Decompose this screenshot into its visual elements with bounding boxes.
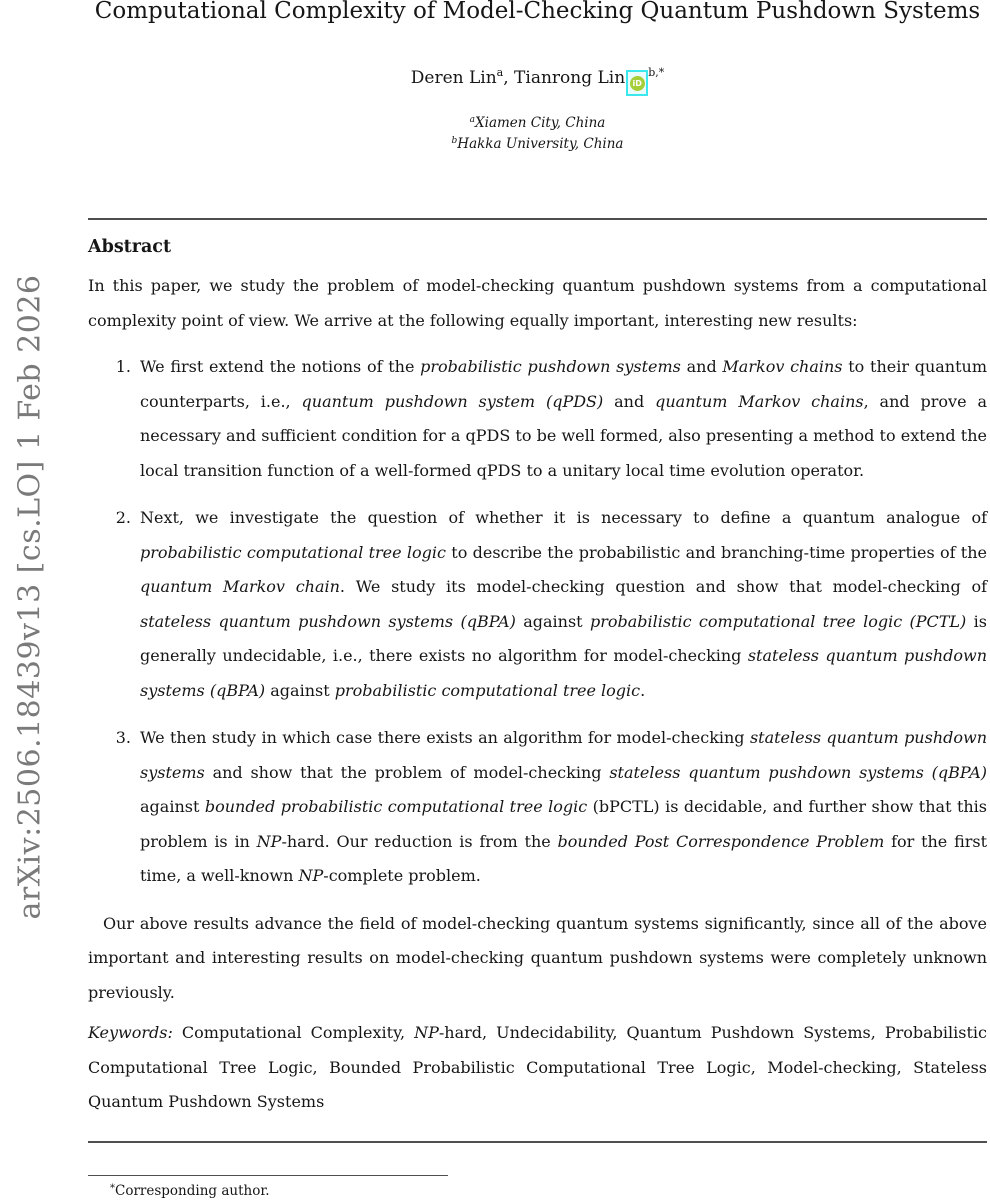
affiliation-2-text: Hakka University, China: [457, 135, 624, 152]
list-item-1-number: 1.: [115, 357, 131, 376]
affiliation-1-mark: a: [469, 115, 476, 125]
list-item-2-number: 2.: [115, 508, 131, 527]
abstract-intro-paragraph: In this paper, we study the problem of model-checking quantum pushdown systems from a computational complexity point of view. We arrive at the following equally important, interesting new results:: [88, 276, 987, 330]
author-2-affiliation-mark: b,*: [648, 66, 665, 79]
footnote-area: [88, 1175, 987, 1200]
orcid-link[interactable]: [626, 70, 648, 96]
list-item-1-text: We first extend the notions of the probabilistic pushdown systems and Markov chains to their quantum counterparts, i.e., quantum pushdown system (qPDS) and quantum Markov chains, and prove a necessary and sufficient condition for a qPDS to be well formed, also presenting a method to extend the local transition function of a well-formed qPDS to a unitary local time evolution operator.: [140, 357, 988, 480]
list-item-2-text: Next, we investigate the question of whether it is necessary to define a quantum analogue of probabilistic computational tree logic to describe the probabilistic and branching-time properties of the quantum Markov chain. We study its model-checking question and show that model-checking of stateless quantum pushdown systems (qBPA) against probabilistic computational tree logic (PCTL) is generally undecidable, i.e., there exists no algorithm for model-checking stateless quantum pushdown systems (qBPA) against probabilistic computational tree logic.: [140, 508, 987, 700]
affiliation-2-mark: b: [451, 135, 458, 146]
list-item-2: [88, 501, 987, 708]
corresponding-author-footnote: [88, 1180, 987, 1200]
keywords-paragraph: Keywords: Computational Complexity, NP-hard, Undecidability, Quantum Pushdown Systems, Probabilistic Computational Tree Logic, Bounded Probabilistic Computational Tree Logic, Model-checking, Stateless Quantum Pushdown Systems: [88, 1023, 988, 1111]
list-item-1: [88, 350, 987, 488]
affiliation-2: [88, 133, 987, 154]
author-name-2: Tianrong Lin: [514, 68, 626, 88]
affiliation-list: [88, 112, 987, 153]
author-line: [88, 61, 987, 96]
orcid-icon-label: iD: [632, 79, 642, 88]
affiliation-1-text: Xiamen City, China: [475, 115, 606, 131]
abstract-heading: Abstract: [88, 237, 172, 257]
footnote-marker: *: [110, 1183, 115, 1194]
paper-title: Computational Complexity of Model-Checking Quantum Pushdown Systems: [94, 0, 981, 24]
orcid-icon: [630, 76, 645, 91]
abstract-top-rule: [88, 218, 987, 220]
abstract-results-list: [88, 350, 987, 894]
abstract-closing-paragraph: Our above results advance the field of model-checking quantum systems significantly, since all of the above important and interesting results on model-checking quantum pushdown systems were completely unknown previously.: [88, 913, 987, 1002]
list-item-3-text: We then study in which case there exists an algorithm for model-checking stateless quantum pushdown systems and show that the problem of model-checking stateless quantum pushdown systems (qBPA) against bounded probabilistic computational tree logic (bPCTL) is decidable, and further show that this problem is in NP-hard. Our reduction is from the bounded Post Correspondence Problem for the first time, a well-known NP-complete problem.: [140, 728, 988, 885]
footnote-text: Corresponding author.: [115, 1183, 270, 1199]
footnote-rule: [88, 1175, 448, 1177]
author-1-affiliation-mark: a: [496, 66, 504, 79]
list-item-3-number: 3.: [115, 728, 131, 747]
paper-content: [88, 0, 987, 1143]
author-separator: ,: [503, 68, 515, 88]
author-name-1: Deren Lin: [410, 68, 497, 88]
arxiv-watermark: arXiv:2506.18439v13 [cs.LO] 1 Feb 2026: [12, 274, 48, 920]
affiliation-1: [88, 112, 987, 133]
list-item-3: [88, 721, 987, 894]
abstract-bottom-rule: [88, 1141, 987, 1143]
